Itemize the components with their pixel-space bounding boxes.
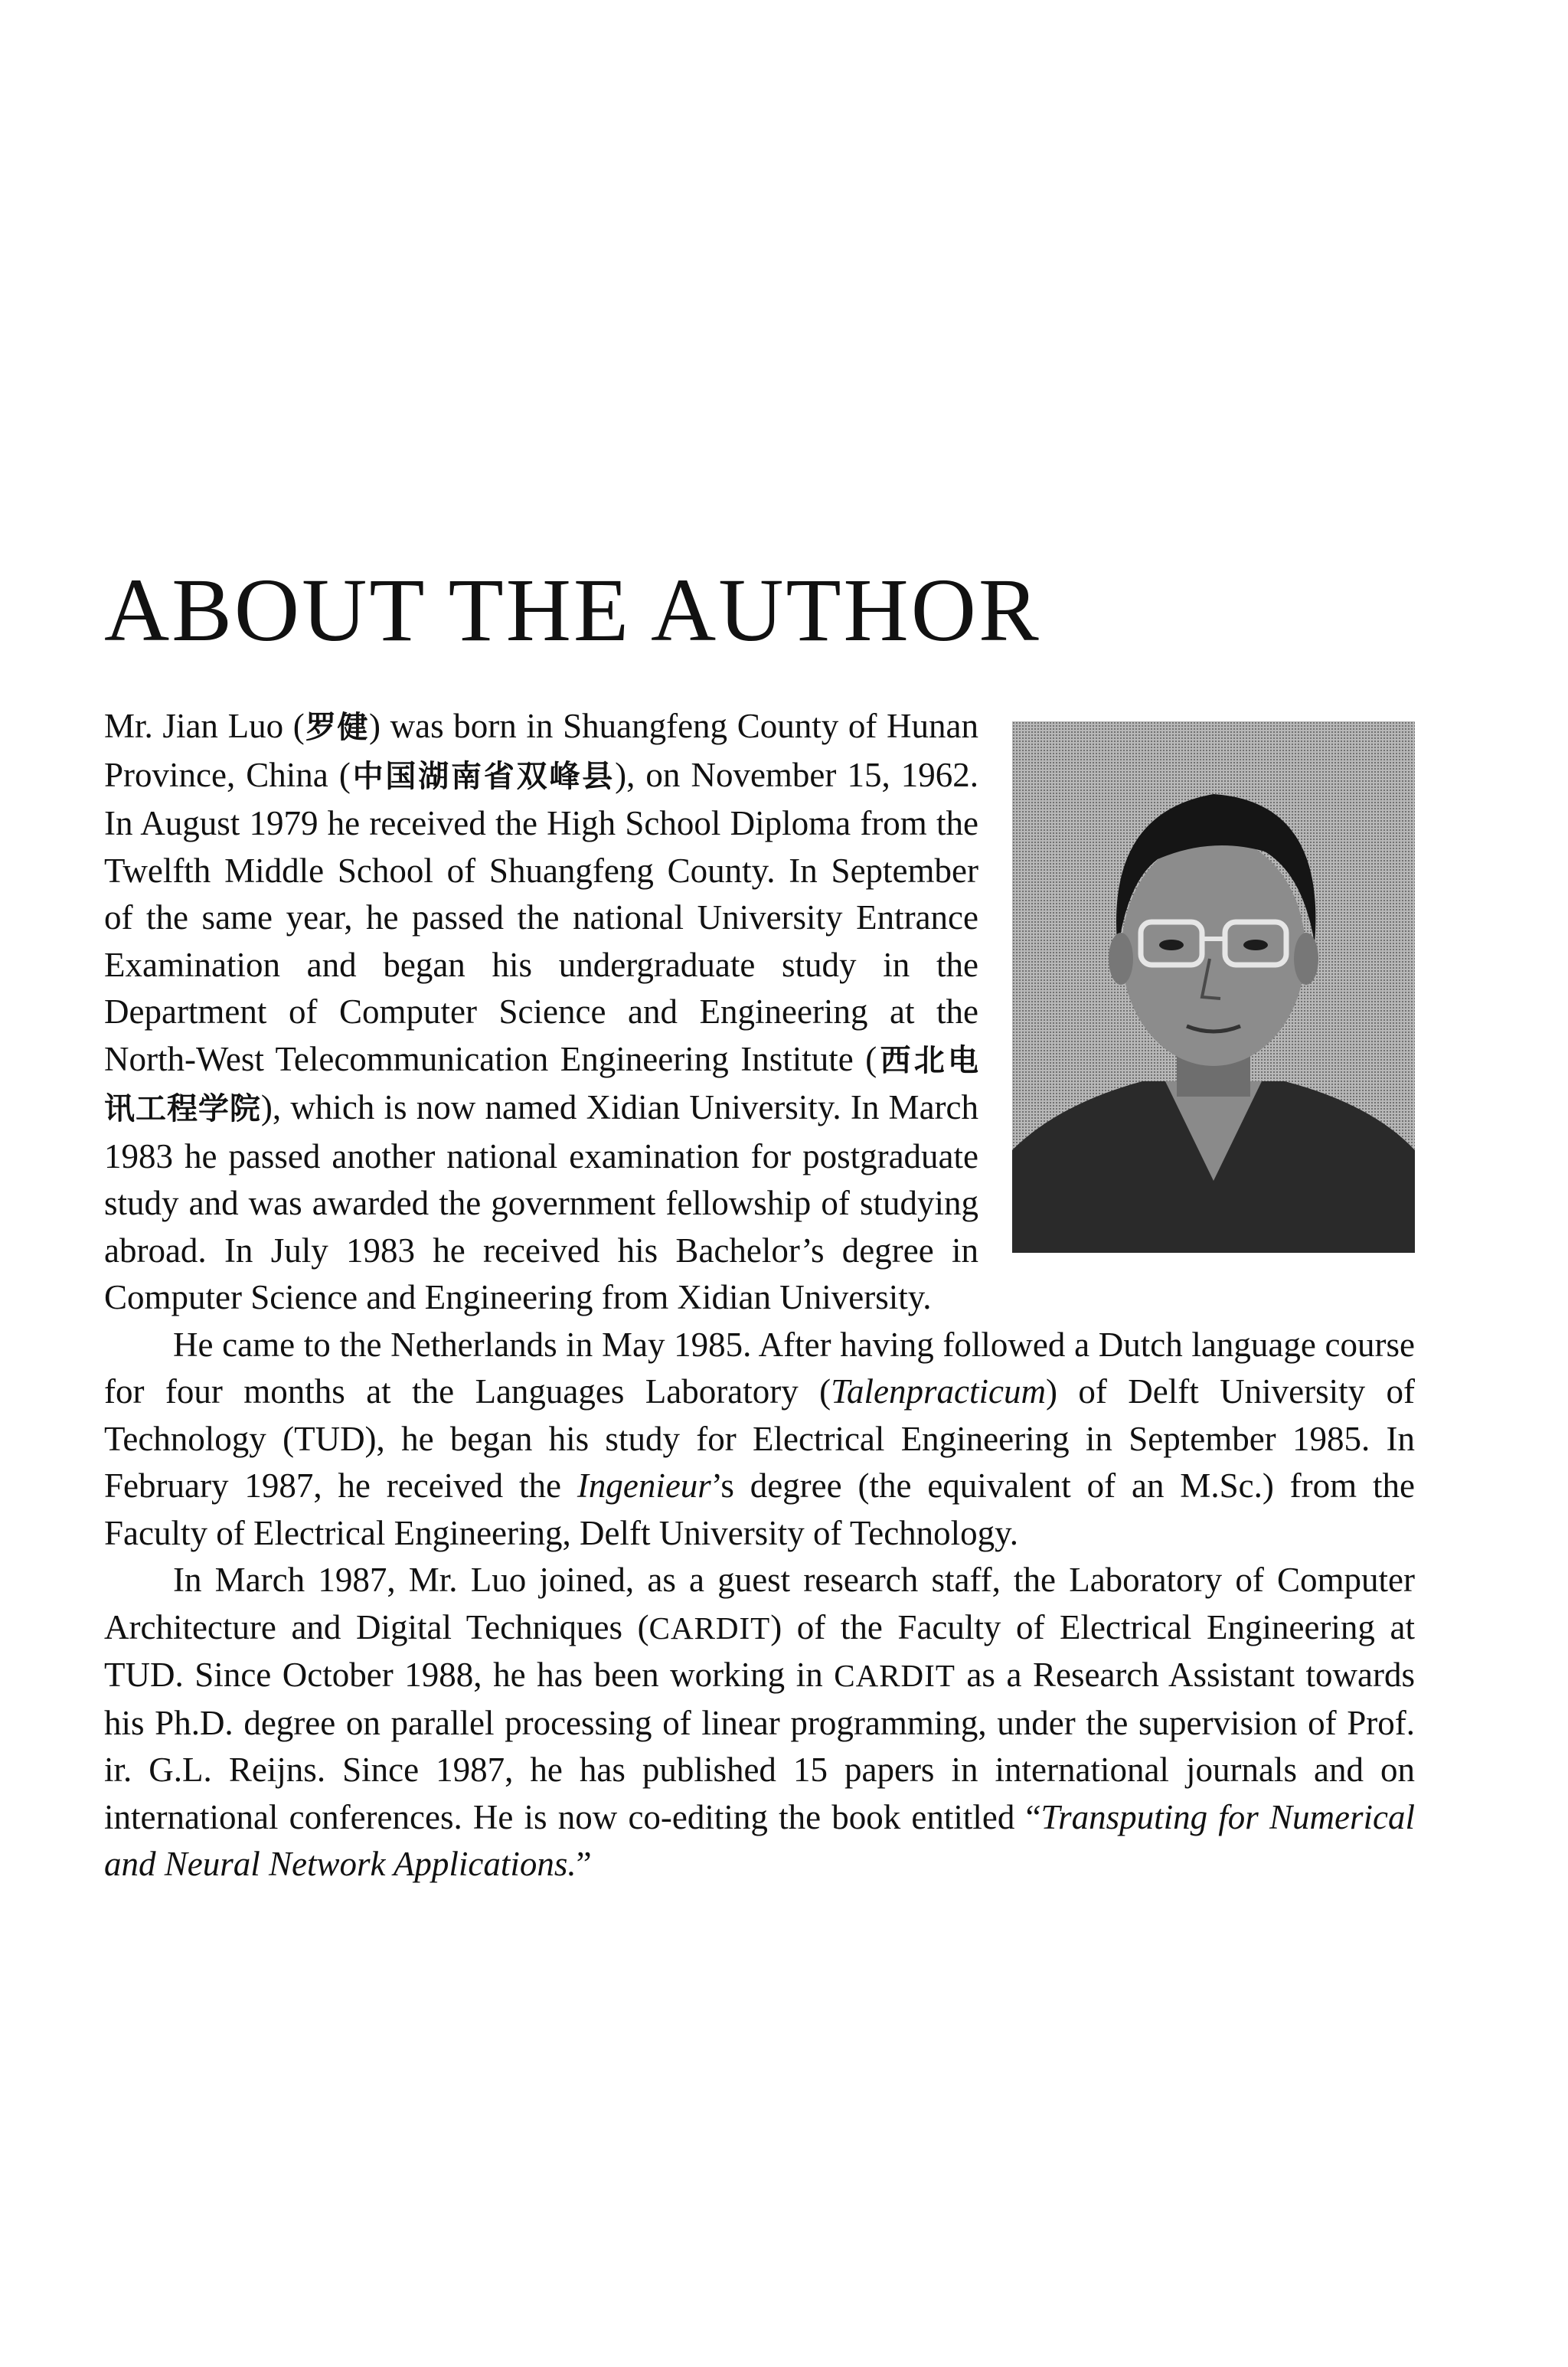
text-span: ), which is now named Xidian University. In March 1983 he passed another national examination for postgraduate study and was awarded the government fellowship of studying abroad. In July 1983 he received his Bachelor’s degree in Computer Science and Engineering from Xidian University. [104,1088,978,1316]
book-title-italic: Transputing for Numerical and Neural Network Applications. [104,1797,1415,1883]
page-title: ABOUT THE AUTHOR [104,560,1041,660]
text-span: ’s degree (the equivalent of an M.Sc.) from the Faculty of Electrical Engineering, Delft University of Technology. [104,1466,1415,1552]
birthplace-chinese: 中国湖南省双峰县 [350,758,616,794]
biography-paragraph-netherlands [104,1322,1415,1558]
name-chinese: 罗健 [304,710,369,745]
author-photo [1012,721,1415,1253]
text-span: ), on November 15, 1962. In August 1979 he received the High School Diploma from the Twelfth Middle School of Shuangfeng County. In September of the same year, he passed the national University Entrance Examination and began his undergraduate study in the Department of Computer Science and Engineering at the North-West Telecommunication Engineering Institute ( [104,755,979,1078]
talenpracticum-italic: Talenpracticum [831,1372,1046,1411]
text-span: He came to the Netherlands in May 1985. After having followed a Dutch language course for four months at the Languages Laboratory ( [104,1325,1415,1411]
institute-name-chinese: 西北电讯工程学院 [104,1042,978,1126]
text-span: ) of the Faculty of Electrical Engineering at TUD. Since October 1988, he has been working in [104,1607,1415,1694]
text-span: ) of Delft University of Technology (TUD), he began his study for Electrical Engineering in September 1985. In February 1987, he received the [104,1372,1415,1505]
text-span: as a Research Assistant towards his Ph.D. degree on parallel processing of linear programming, under the supervision of Prof. ir. G.L. Reijns. Since 1987, he has published 15 papers in international journals and on international conferences. He is now co-editing the book entitled “ [104,1656,1415,1836]
text-span: In March 1987, Mr. Luo joined, as a guest research staff, the Laboratory of Computer Architecture and Digital Techniques ( [104,1561,1415,1646]
cardit-acronym: CARDIT [834,1658,956,1693]
portrait-image [1012,721,1415,1253]
biography-paragraph-research [104,1557,1415,1888]
cardit-acronym: CARDIT [648,1610,771,1646]
text-span: ) was born in Shuangfeng County of Hunan Province, China ( [104,707,979,794]
ingenieur-italic: Ingenieur [577,1466,711,1505]
text-span: Mr. Jian Luo ( [104,707,305,745]
text-span: ” [576,1845,592,1883]
author-biography [104,703,1415,1888]
